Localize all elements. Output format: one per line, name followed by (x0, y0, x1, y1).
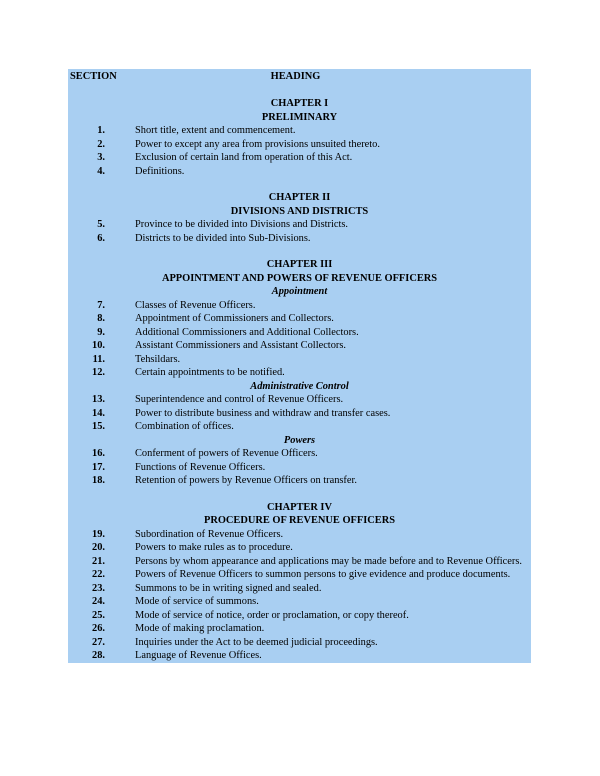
section-number: 28. (92, 650, 105, 661)
section-row (68, 232, 531, 246)
section-number: 9. (97, 326, 105, 338)
chapter-spacer (68, 488, 531, 501)
section-number: 25. (92, 609, 105, 621)
subheading: Appointment (271, 286, 328, 297)
section-number: 7. (97, 299, 105, 311)
section-number: 16. (92, 448, 105, 459)
section-heading-text: Power to distribute business and withdraw and transfer cases. (135, 407, 391, 419)
section-heading-text: Powers of Revenue Officers to summon persons to give evidence and produce documents. (135, 569, 511, 580)
chapter-section (68, 488, 531, 663)
section-row (68, 339, 531, 353)
section-heading-text: Definitions. (135, 165, 185, 177)
section-number: 12. (92, 367, 105, 378)
subheading: Powers (283, 434, 316, 446)
chapter-title: CHAPTER I (270, 98, 329, 109)
section-heading-text: Superintendence and control of Revenue Officers. (135, 394, 344, 405)
section-number: 24. (92, 596, 105, 607)
section-row (68, 555, 531, 569)
chapter-title: CHAPTER II (268, 192, 331, 203)
section-number: 27. (92, 636, 105, 648)
chapter-name: PRELIMINARY (261, 111, 338, 123)
section-row (68, 151, 531, 165)
section-column-header: SECTION (70, 70, 117, 82)
section-number: 2. (97, 138, 105, 150)
section-heading-text: Functions of Revenue Officers. (135, 461, 266, 473)
chapter-name: PROCEDURE OF REVENUE OFFICERS (204, 515, 395, 526)
section-row (68, 582, 531, 596)
section-number: 23. (92, 582, 105, 594)
section-row (68, 124, 531, 138)
section-row (68, 366, 531, 380)
subheading: Administrative Control (250, 380, 349, 392)
section-heading-text: Persons by whom appearance and applications may be made before and to Revenue Officers. (135, 555, 523, 567)
section-row (68, 461, 531, 475)
section-heading-text: Exclusion of certain land from operation of this Act. (135, 152, 353, 163)
section-heading-text: Powers to make rules as to procedure. (135, 542, 293, 553)
section-heading-text: Assistant Commissioners and Assistant Collectors. (135, 340, 346, 351)
chapter-spacer (68, 245, 531, 258)
section-row (68, 218, 531, 232)
section-number: 19. (92, 528, 105, 540)
chapter-title: CHAPTER III (266, 259, 333, 270)
section-heading-text: Appointment of Commissioners and Collectors. (135, 313, 334, 324)
section-row (68, 595, 531, 609)
section-heading-text: Tehsildars. (135, 353, 181, 365)
section-number: 14. (92, 407, 105, 419)
section-heading-text: Summons to be in writing signed and sealed. (135, 582, 322, 594)
section-row (68, 326, 531, 340)
section-row (68, 353, 531, 367)
section-row (68, 474, 531, 488)
section-row (68, 622, 531, 636)
contents-table (68, 69, 531, 663)
section-row (68, 393, 531, 407)
section-number: 10. (92, 340, 105, 351)
section-heading-text: Classes of Revenue Officers. (135, 299, 256, 311)
section-number: 26. (92, 623, 105, 634)
chapters-list (68, 84, 531, 663)
section-row (68, 649, 531, 663)
section-heading-text: Additional Commissioners and Additional Collectors. (135, 326, 359, 338)
section-number: 11. (92, 353, 105, 365)
section-row (68, 636, 531, 650)
section-heading-text: Mode of service of notice, order or proclamation, or copy thereof. (135, 609, 409, 621)
chapter-section (68, 178, 531, 245)
section-row (68, 541, 531, 555)
chapter-name: APPOINTMENT AND POWERS OF REVENUE OFFICERS (161, 272, 438, 284)
section-number: 13. (92, 394, 105, 405)
section-number: 15. (92, 421, 105, 432)
section-number: 17. (92, 461, 105, 473)
section-row (68, 447, 531, 461)
section-heading-text: Subordination of Revenue Officers. (135, 528, 284, 540)
section-number: 20. (92, 542, 105, 553)
section-heading-text: Mode of making proclamation. (135, 623, 265, 634)
section-row (68, 138, 531, 152)
section-number: 22. (92, 569, 105, 580)
section-number: 6. (97, 232, 105, 244)
chapter-spacer (68, 178, 531, 191)
section-heading-text: Power to except any area from provisions unsuited thereto. (135, 138, 380, 150)
chapter-section (68, 84, 531, 178)
section-heading-text: Combination of offices. (135, 421, 234, 432)
section-row (68, 609, 531, 623)
chapter-name: DIVISIONS AND DISTRICTS (230, 205, 369, 217)
section-heading-text: Certain appointments to be notified. (135, 367, 285, 378)
section-heading-text: Conferment of powers of Revenue Officers. (135, 448, 318, 459)
section-heading-text: Inquiries under the Act to be deemed judicial proceedings. (135, 636, 378, 648)
section-heading-text: Retention of powers by Revenue Officers on transfer. (135, 475, 357, 486)
section-number: 3. (97, 152, 105, 163)
section-heading-text: Province to be divided into Divisions and Districts. (135, 219, 348, 230)
section-heading-text: Districts to be divided into Sub-Divisions. (135, 232, 311, 244)
table-header (68, 69, 531, 84)
section-number: 8. (97, 313, 105, 324)
section-row (68, 528, 531, 542)
section-row (68, 420, 531, 434)
section-row (68, 312, 531, 326)
section-number: 18. (92, 475, 105, 486)
section-heading-text: Mode of service of summons. (135, 596, 259, 607)
section-number: 4. (97, 165, 105, 177)
section-row (68, 568, 531, 582)
section-row (68, 299, 531, 313)
section-heading-text: Language of Revenue Offices. (135, 650, 262, 661)
section-row (68, 165, 531, 179)
chapter-title: CHAPTER IV (267, 501, 332, 513)
chapter-section (68, 245, 531, 488)
chapter-spacer (68, 84, 531, 97)
section-row (68, 407, 531, 421)
heading-column-header: HEADING (270, 70, 321, 82)
section-heading-text: Short title, extent and commencement. (135, 125, 296, 136)
section-number: 5. (97, 219, 105, 230)
section-number: 21. (92, 555, 105, 567)
section-number: 1. (97, 125, 105, 136)
